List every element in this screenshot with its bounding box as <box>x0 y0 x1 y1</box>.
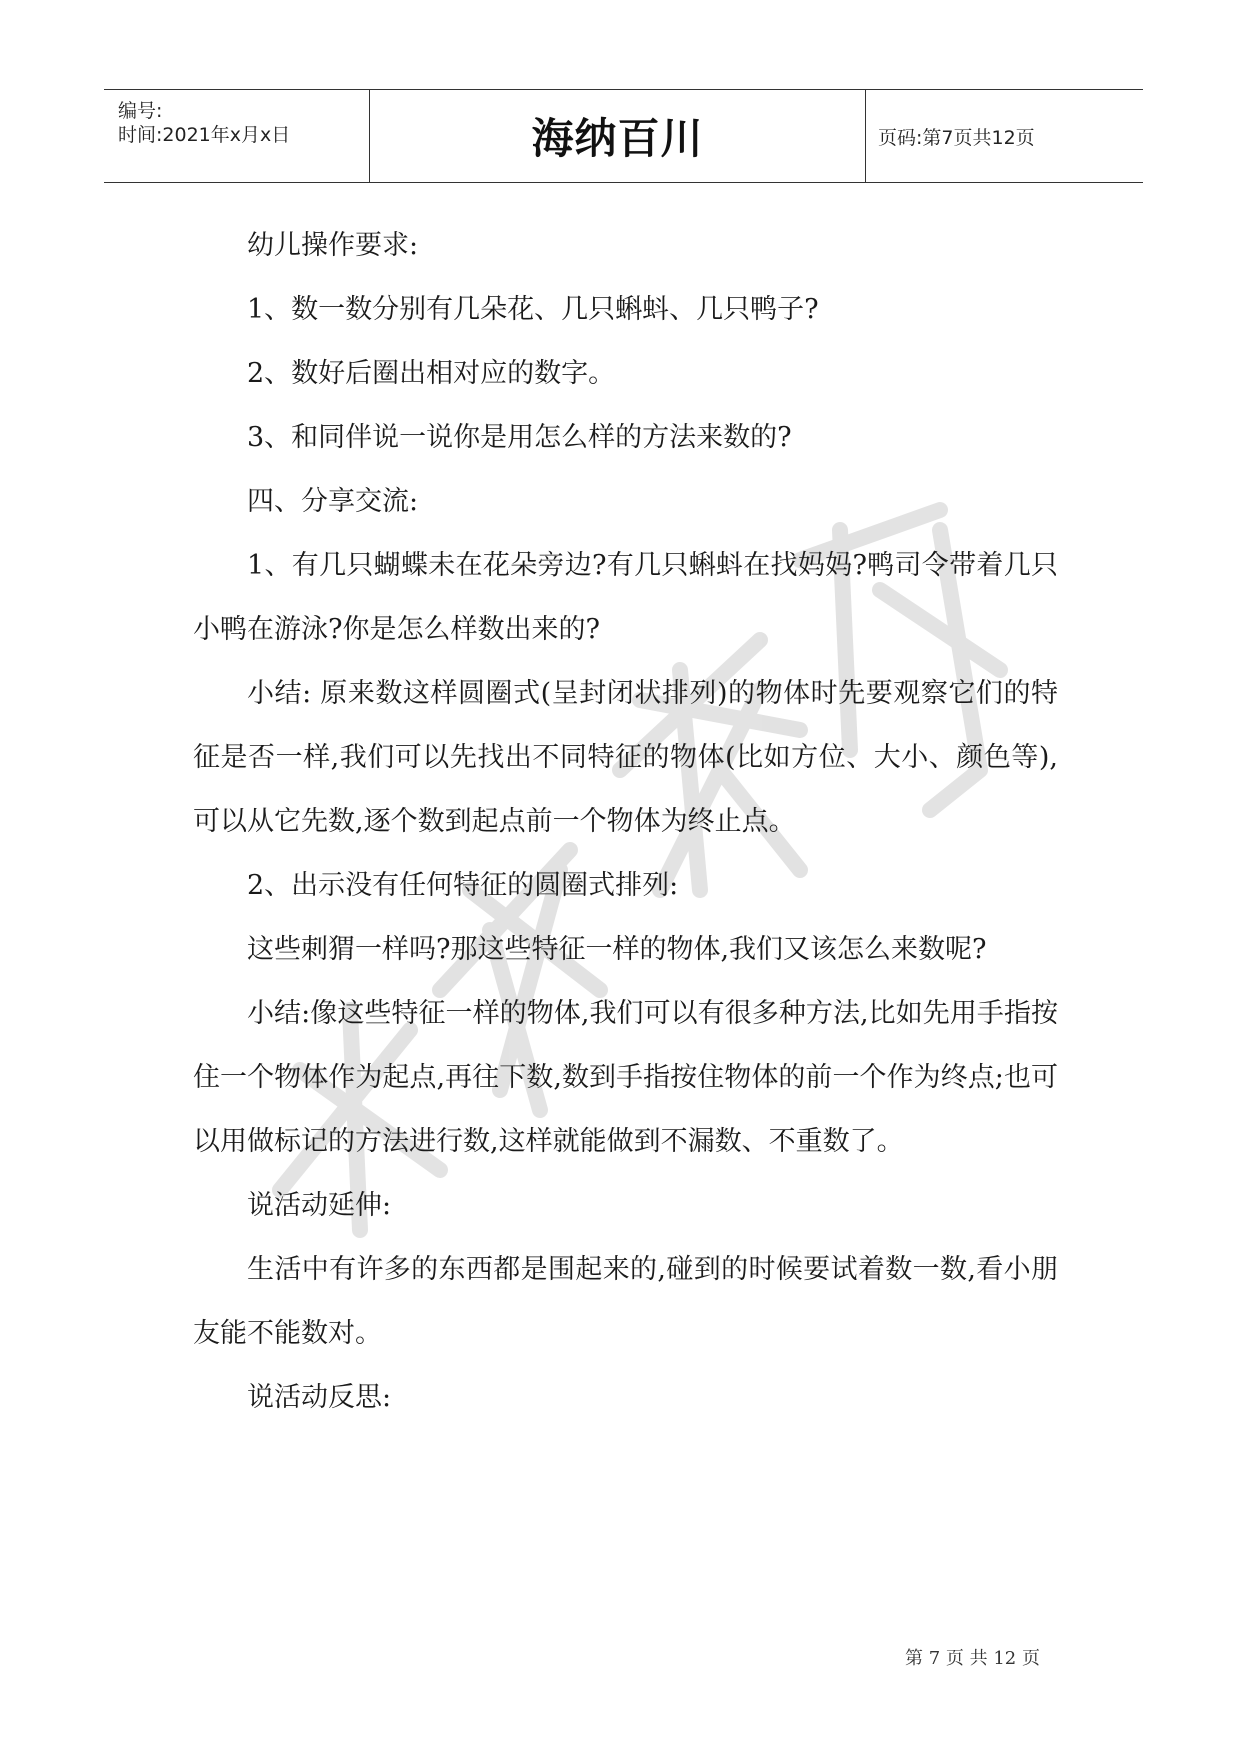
document-time-label: 时间:2021年x月x日 <box>118 124 291 146</box>
summary-paragraph: 小结: 原来数这样圆圈式(呈封闭状排列)的物体时先要观察它们的特征是否一样,我们可以先找出不同特征的物体(比如方位、大小、颜色等),可以从它先数,逐个数到起点前一个物体为终止点。 <box>193 678 1058 837</box>
header-title: 海纳百川 <box>531 114 704 163</box>
section-heading: 说活动反思: <box>247 1382 392 1413</box>
paragraph: 3、和同伴说一说你是用怎么样的方法来数的? <box>247 422 792 453</box>
document-body <box>193 214 1058 1430</box>
paragraph: 2、出示没有任何特征的圆圈式排列: <box>247 870 679 901</box>
page-footer: 第 7 页 共 12 页 <box>905 1648 1040 1669</box>
header-page-cell <box>866 90 1143 182</box>
section-heading: 四、分享交流: <box>247 486 419 517</box>
paragraph: 2、数好后圈出相对应的数字。 <box>247 358 616 389</box>
header-page-label: 页码:第7页共12页 <box>878 126 1035 149</box>
header-title-cell <box>370 90 866 182</box>
summary-paragraph: 小结:像这些特征一样的物体,我们可以有很多种方法,比如先用手指按住一个物体作为起点,再往下数,数到手指按住物体的前一个作为终点;也可以用做标记的方法进行数,这样就能做到不漏数、不重数了。 <box>193 998 1058 1157</box>
paragraph: 生活中有许多的东西都是围起来的,碰到的时候要试着数一数,看小朋友能不能数对。 <box>193 1254 1058 1349</box>
section-heading: 说活动延伸: <box>247 1190 392 1221</box>
header-meta-cell <box>104 90 370 182</box>
paragraph: 1、数一数分别有几朵花、几只蝌蚪、几只鸭子? <box>247 294 819 325</box>
paragraph: 1、有几只蝴蝶未在花朵旁边?有几只蝌蚪在找妈妈?鸭司令带着几只小鸭在游泳?你是怎么样数出来的? <box>193 550 1058 645</box>
document-number-label: 编号: <box>118 100 163 122</box>
paragraph: 幼儿操作要求: <box>247 230 419 261</box>
paragraph: 这些刺猬一样吗?那这些特征一样的物体,我们又该怎么来数呢? <box>247 934 987 965</box>
page-header <box>104 89 1143 183</box>
